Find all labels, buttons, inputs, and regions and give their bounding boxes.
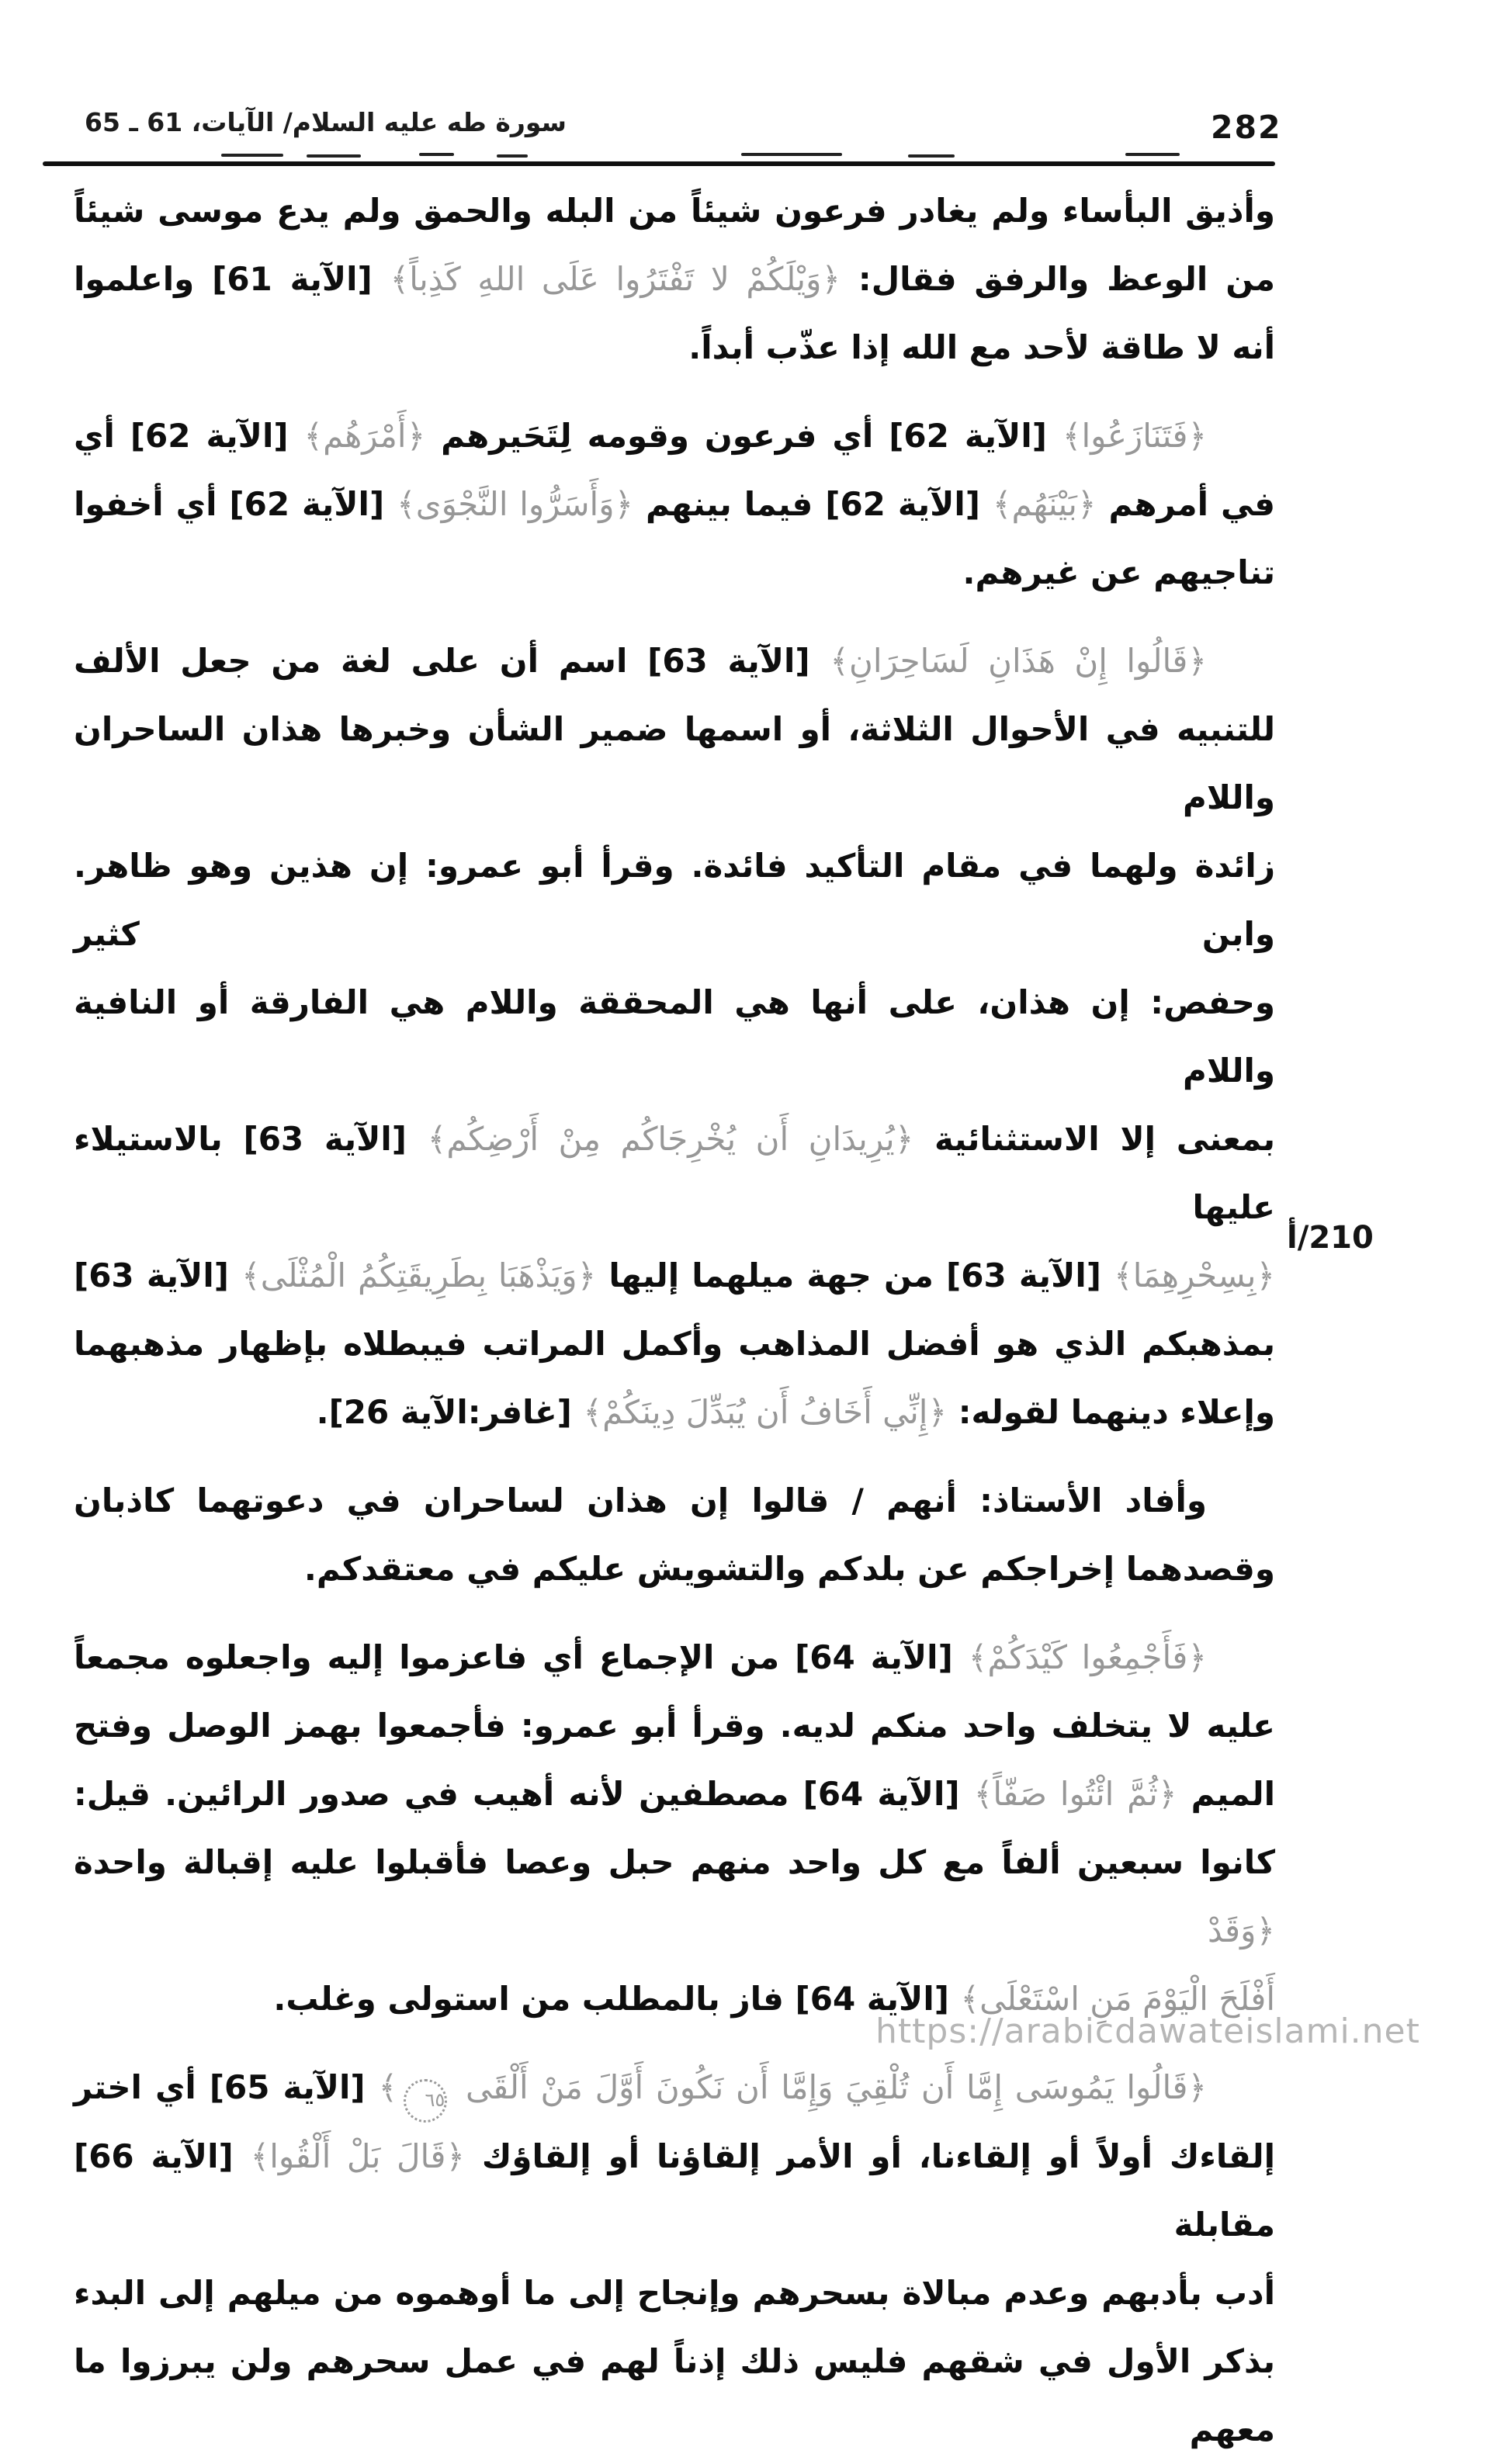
body-text: بمعنى إلا الاستثنائية: [913, 1120, 1276, 1158]
text-line: [74, 1624, 1275, 1692]
verse-reference: [الآية 66]: [74, 2137, 234, 2175]
body-text: كانوا سبعين ألفاً مع كل واحد منهم حبل وعصا فأقبلوا عليه إقبالة واحدة: [74, 1843, 1275, 1881]
quran-quote: ﴿وَيَذْهَبَا بِطَرِيقَتِكُمُ الْمُثْلَى﴾: [241, 1256, 597, 1294]
verse-reference: [الآية 64]: [795, 1980, 949, 2018]
body-text: بذكر الأول في شقهم فليس ذلك إذناً لهم في عمل سحرهم ولن يبرزوا ما معهم: [74, 2342, 1275, 2448]
rule-fragment: [221, 154, 283, 157]
body-text: أي أخفوا: [74, 485, 230, 523]
body-text: .: [316, 1393, 329, 1431]
paragraph: [74, 2053, 1275, 2464]
rule-fragment: [419, 153, 454, 156]
rule-fragment: [908, 154, 955, 158]
body-text: [229, 1256, 241, 1294]
verse-reference: [غافر:الآية 26]: [328, 1393, 572, 1431]
body-text: [289, 417, 304, 455]
body-text: وحفص: إن هذان، على أنها هي المحققة واللام هي الفارقة أو النافية واللام: [74, 983, 1275, 1090]
verse-reference: [الآية 62]: [229, 485, 385, 523]
text-line: [74, 2327, 1275, 2464]
quran-quote: ﴿قَالُوا إِنْ هَذَانِ لَسَاحِرَانِ﴾: [830, 642, 1207, 680]
verse-end-circle: ٦٥: [404, 2079, 447, 2123]
verse-reference: [الآية 65]: [209, 2068, 366, 2106]
body-text: من جهة ميلهما إليها: [596, 1256, 947, 1294]
header-title: سورة طه عليه السلام/ الآيات، 61 ـ 65: [85, 107, 567, 137]
verse-reference: [الآية 63]: [946, 1256, 1101, 1294]
text-body: [74, 177, 1275, 2464]
body-text: [980, 485, 993, 523]
body-text: وقصدهما إخراجكم عن بلدكم والتشويش عليكم في معتقدكم.: [303, 1550, 1275, 1588]
body-text: [1101, 1256, 1114, 1294]
verse-reference: [الآية 61]: [212, 260, 373, 298]
verse-reference: [الآية 63]: [647, 642, 810, 680]
quran-quote: أَفْلَحَ الْيَوْمَ مَنِ اسْتَعْلَى﴾: [960, 1980, 1275, 2018]
body-text: [572, 1393, 584, 1431]
text-line: [74, 1692, 1275, 1760]
text-line: [74, 1105, 1275, 1242]
text-line: [74, 539, 1275, 607]
quran-quote: ﴿قَالَ بَلْ أَلْقُوا﴾: [250, 2137, 466, 2175]
text-line: [74, 1310, 1275, 1378]
text-line: [74, 695, 1275, 832]
rule-fragment: [741, 153, 842, 156]
body-text: إلقاءك أولاً أو إلقاءنا، أو الأمر إلقاؤنا أو إلقاؤك: [465, 2137, 1276, 2175]
body-text: أي اختر: [74, 2068, 210, 2106]
body-text: فيما بينهم: [633, 485, 826, 523]
quran-quote: ﴿وَيْلَكُمْ لا تَفْتَرُوا عَلَى اللهِ كَذِباً﴾: [390, 260, 841, 298]
quran-quote: ﴿وَقَدْ: [1207, 1911, 1275, 1949]
paragraph: [74, 1624, 1275, 2033]
body-text: واعلموا: [74, 260, 213, 298]
body-text: [810, 642, 830, 680]
body-text: وأفاد الأستاذ: أنهم / قالوا إن هذان لساحران في دعوتهما كاذبان: [74, 1482, 1207, 1520]
verse-reference: [الآية 63]: [74, 1256, 229, 1294]
body-text: [407, 1120, 428, 1158]
body-text: من الوعظ والرفق فقال:: [841, 260, 1275, 298]
text-line: [74, 470, 1275, 539]
body-text: مصطفين لأنه أهيب في صدور الرائين. قيل:: [74, 1775, 803, 1813]
body-text: وإعلاء دينهما لقوله:: [947, 1393, 1275, 1431]
text-line: [74, 314, 1275, 382]
paragraph: [74, 627, 1275, 1447]
watermark-url: https://arabicdawateislami.net: [875, 2012, 1420, 2051]
verse-reference: [الآية 62]: [130, 417, 289, 455]
body-text: [953, 1638, 969, 1676]
header-rule: [43, 161, 1275, 166]
body-text: [960, 1775, 974, 1813]
quran-quote: ﴿إِنِّي أَخَافُ أَن يُبَدِّلَ دِينَكُمْ﴾: [583, 1393, 948, 1431]
paragraph: [74, 177, 1275, 382]
body-text: بمذهبكم الذي هو أفضل المذاهب وأكمل المراتب فيبطلاه بإظهار مذهبهما: [74, 1325, 1275, 1363]
folio-marker: 210/أ: [1287, 1220, 1374, 1256]
body-text: أي: [74, 417, 130, 455]
text-line: [74, 177, 1275, 245]
text-line: [74, 1535, 1275, 1603]
paragraph: [74, 402, 1275, 607]
body-text: وأذيق البأساء ولم يغادر فرعون شيئاً من البله والحمق ولم يدع موسى شيئاً: [74, 192, 1275, 230]
verse-reference: [الآية 63]: [243, 1120, 407, 1158]
quran-quote: ﴿ثُمَّ ائْتُوا صَفّاً﴾: [973, 1775, 1177, 1813]
body-text: فاز بالمطلب من استولى وغلب.: [273, 1980, 796, 2018]
text-line: [74, 402, 1275, 470]
quran-quote: ﴿فَتَنَازَعُوا﴾: [1062, 417, 1208, 455]
text-line: [74, 627, 1275, 695]
quran-quote: ﴿قَالُوا يَمُوسَى إِمَّا أَن تُلْقِيَ وَإِمَّا أَن نَكُونَ أَوَّلَ مَنْ أَلْقَى: [453, 2068, 1208, 2106]
quran-quote: ﴿أَمْرَهُم﴾: [303, 417, 426, 455]
text-line: [74, 1467, 1275, 1535]
rule-fragment: [1125, 153, 1180, 156]
verse-reference: [الآية 62]: [889, 417, 1047, 455]
rule-fragment: [497, 154, 528, 158]
body-text: [366, 2068, 379, 2106]
body-text: بالاستيلاء عليها: [74, 1120, 1275, 1226]
quran-quote: ﴿يُرِيدَانِ أَن يُخْرِجَاكُم مِنْ أَرْضِكُم﴾: [427, 1120, 914, 1158]
rule-fragment: [307, 154, 361, 158]
text-line: [74, 2053, 1275, 2123]
verse-reference: [الآية 62]: [825, 485, 980, 523]
paragraph: [74, 1467, 1275, 1603]
body-text: للتنبيه في الأحوال الثلاثة، أو اسمها ضمير الشأن وخبرها هذان الساحران واللام: [74, 710, 1275, 816]
body-text: [234, 2137, 251, 2175]
text-line: [74, 969, 1275, 1105]
body-text: تناجيهم عن غيرهم.: [962, 553, 1275, 591]
quran-quote: ﴾: [378, 2068, 398, 2106]
body-text: اسم أن على لغة من جعل الألف: [74, 642, 648, 680]
page-number: 282: [1211, 109, 1282, 146]
text-line: [74, 2259, 1275, 2327]
body-text: [1047, 417, 1062, 455]
text-line: [74, 2123, 1275, 2259]
text-line: [74, 245, 1275, 314]
text-line: [74, 1760, 1275, 1828]
text-line: [74, 832, 1275, 969]
verse-reference: [الآية 64]: [795, 1638, 953, 1676]
text-line: [74, 1378, 1275, 1447]
text-line: [74, 1242, 1275, 1310]
quran-quote: ﴿بَيْنَهُم﴾: [992, 485, 1097, 523]
body-text: أي فرعون وقومه لِتَحَيرهم: [425, 417, 889, 455]
body-text: أنه لا طاقة لأحد مع الله إذا عذّب أبداً.: [688, 328, 1275, 366]
body-text: عليه لا يتخلف واحد منكم لديه. وقرأ أبو عمرو: فأجمعوا بهمز الوصل وفتح: [74, 1707, 1275, 1745]
body-text: في أمرهم: [1096, 485, 1275, 523]
body-text: مقابلة: [1173, 2206, 1275, 2244]
body-text: زائدة ولهما في مقام التأكيد فائدة. وقرأ أبو عمرو: إن هذين وهو ظاهر. وابن كثير: [74, 847, 1275, 953]
body-text: أدب بأدبهم وعدم مبالاة بسحرهم وإنجاح إلى ما أوهموه من ميلهم إلى البدء: [74, 2274, 1275, 2312]
verse-reference: [الآية 64]: [802, 1775, 960, 1813]
text-line: [74, 1828, 1275, 1965]
body-text: من الإجماع أي فاعزموا إليه واجعلوه مجمعاً: [74, 1638, 796, 1676]
body-text: [373, 260, 390, 298]
quran-quote: ﴿فَأَجْمِعُوا كَيْدَكُمْ﴾: [968, 1638, 1207, 1676]
body-text: [384, 485, 397, 523]
quran-quote: ﴿وَأَسَرُّوا النَّجْوَى﴾: [397, 485, 634, 523]
body-text: الميم: [1177, 1775, 1275, 1813]
quran-quote: ﴿بِسِحْرِهِمَا﴾: [1114, 1256, 1276, 1294]
